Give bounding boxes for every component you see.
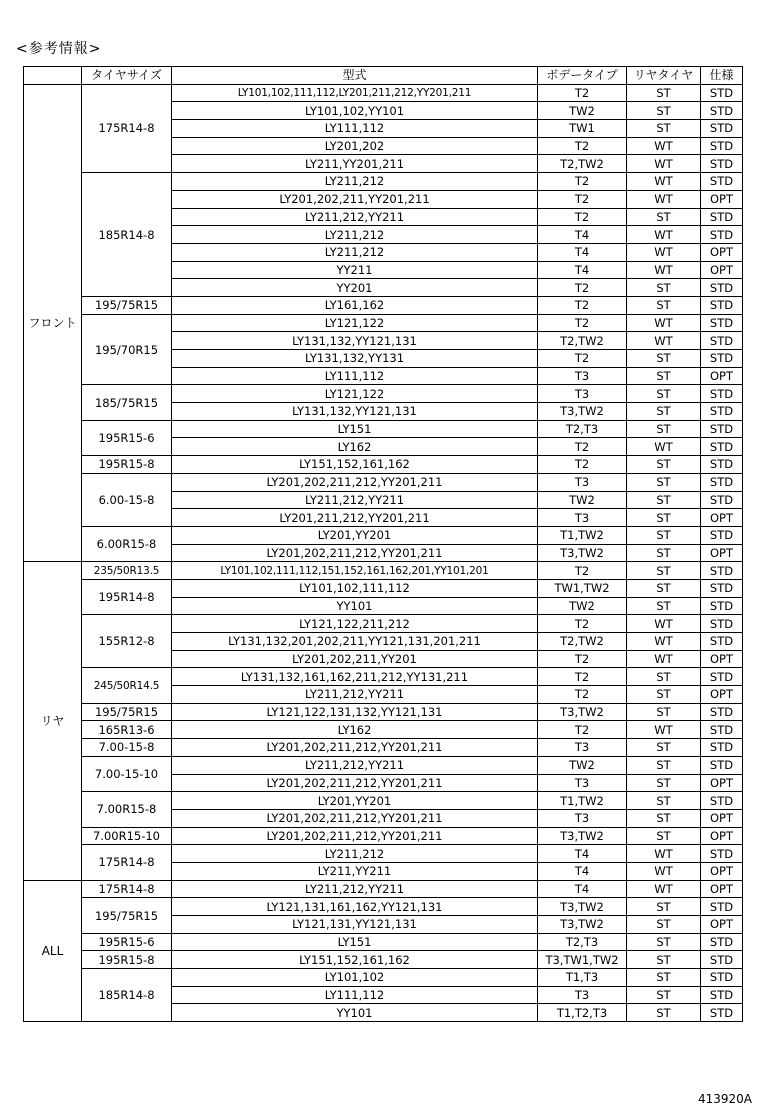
table-row: [24, 969, 743, 987]
rear-tire-cell: ST: [627, 473, 701, 491]
rear-tire-cell: ST: [627, 526, 701, 544]
spec-cell: STD: [701, 792, 743, 810]
model-cell: LY121,131,161,162,YY121,131: [172, 898, 538, 916]
model-cell: LY201,202,211,212,YY201,211: [172, 809, 538, 827]
rear-tire-cell: WT: [627, 332, 701, 350]
model-cell: LY211,212: [172, 226, 538, 244]
table-row: [24, 792, 743, 810]
body-type-cell: T2: [538, 350, 627, 368]
body-type-cell: T2,TW2: [538, 155, 627, 173]
model-cell: LY131,132,YY121,131: [172, 332, 538, 350]
spec-cell: STD: [701, 226, 743, 244]
model-cell: LY121,122: [172, 385, 538, 403]
body-type-cell: T2: [538, 650, 627, 668]
table-row: [24, 562, 743, 580]
page-title: <参考情報>: [16, 41, 102, 57]
body-type-cell: T2,TW2: [538, 332, 627, 350]
rear-tire-cell: ST: [627, 686, 701, 704]
spec-cell: STD: [701, 615, 743, 633]
spec-cell: STD: [701, 137, 743, 155]
model-cell: LY111,112: [172, 986, 538, 1004]
model-cell: LY211,YY211: [172, 862, 538, 880]
tire-size-cell: 185R14-8: [82, 969, 172, 1022]
spec-cell: STD: [701, 314, 743, 332]
spec-cell: OPT: [701, 686, 743, 704]
model-cell: LY211,212,YY211: [172, 208, 538, 226]
body-type-cell: T2: [538, 668, 627, 686]
body-type-cell: T3,TW2: [538, 827, 627, 845]
tire-size-cell: 195R15-6: [82, 933, 172, 951]
model-cell: LY211,212,YY211: [172, 756, 538, 774]
body-type-cell: T3: [538, 739, 627, 757]
spec-cell: OPT: [701, 862, 743, 880]
model-cell: LY101,102,111,112: [172, 579, 538, 597]
body-type-cell: T2: [538, 173, 627, 191]
rear-tire-cell: ST: [627, 367, 701, 385]
table-row: [24, 385, 743, 403]
tire-size-cell: 6.00-15-8: [82, 473, 172, 526]
rear-tire-cell: ST: [627, 986, 701, 1004]
table-row: [24, 898, 743, 916]
rear-tire-cell: ST: [627, 756, 701, 774]
model-cell: LY131,132,YY131: [172, 350, 538, 368]
spec-cell: STD: [701, 933, 743, 951]
body-type-cell: T1,TW2: [538, 792, 627, 810]
section-label: リヤ: [24, 562, 82, 880]
body-type-cell: T2: [538, 314, 627, 332]
model-cell: LY121,131,YY121,131: [172, 916, 538, 934]
body-type-cell: T2,T3: [538, 933, 627, 951]
body-type-cell: T2: [538, 456, 627, 474]
rear-tire-cell: ST: [627, 120, 701, 138]
rear-tire-cell: ST: [627, 933, 701, 951]
model-cell: LY201,202,211,212,YY201,211: [172, 827, 538, 845]
rear-tire-cell: ST: [627, 350, 701, 368]
model-cell: LY201,202,211,YY201,211: [172, 190, 538, 208]
table-row: [24, 473, 743, 491]
tire-size-cell: 175R14-8: [82, 84, 172, 172]
model-cell: LY151: [172, 420, 538, 438]
body-type-cell: T3,TW2: [538, 544, 627, 562]
body-type-cell: T4: [538, 226, 627, 244]
spec-cell: OPT: [701, 809, 743, 827]
rear-tire-cell: WT: [627, 438, 701, 456]
spec-cell: STD: [701, 579, 743, 597]
body-type-cell: T2: [538, 562, 627, 580]
header-row: [24, 67, 743, 85]
rear-tire-cell: WT: [627, 155, 701, 173]
rear-tire-cell: ST: [627, 774, 701, 792]
tire-size-cell: 7.00-15-10: [82, 756, 172, 791]
tire-size-cell: 195/75R15: [82, 296, 172, 314]
spec-cell: OPT: [701, 774, 743, 792]
body-type-cell: T3,TW2: [538, 916, 627, 934]
model-cell: LY211,212,YY211: [172, 880, 538, 898]
body-type-cell: TW1: [538, 120, 627, 138]
body-type-cell: TW2: [538, 491, 627, 509]
spec-cell: OPT: [701, 509, 743, 527]
spec-cell: STD: [701, 969, 743, 987]
model-cell: LY201,202,211,212,YY201,211: [172, 739, 538, 757]
body-type-cell: T2: [538, 208, 627, 226]
tire-size-cell: 7.00R15-8: [82, 792, 172, 827]
rear-tire-cell: ST: [627, 579, 701, 597]
body-type-cell: TW1,TW2: [538, 579, 627, 597]
header-spec: 仕様: [701, 67, 743, 85]
model-cell: LY201,202,211,212,YY201,211: [172, 473, 538, 491]
model-cell: LY162: [172, 438, 538, 456]
spec-cell: STD: [701, 562, 743, 580]
model-cell: LY151: [172, 933, 538, 951]
model-cell: LY151,152,161,162: [172, 456, 538, 474]
model-cell: LY201,YY201: [172, 792, 538, 810]
spec-cell: STD: [701, 845, 743, 863]
rear-tire-cell: ST: [627, 403, 701, 421]
spec-cell: STD: [701, 385, 743, 403]
body-type-cell: T2: [538, 84, 627, 102]
header-rear-tire: リヤタイヤ: [627, 67, 701, 85]
rear-tire-cell: ST: [627, 385, 701, 403]
body-type-cell: T3: [538, 809, 627, 827]
tire-size-cell: 7.00R15-10: [82, 827, 172, 845]
model-cell: LY101,102,111,112,151,152,161,162,201,YY101,201: [172, 562, 538, 580]
model-cell: LY201,202,211,YY201: [172, 650, 538, 668]
body-type-cell: T3,TW2: [538, 898, 627, 916]
rear-tire-cell: WT: [627, 721, 701, 739]
spec-cell: STD: [701, 120, 743, 138]
table-row: [24, 579, 743, 597]
body-type-cell: T2,TW2: [538, 633, 627, 651]
body-type-cell: TW2: [538, 597, 627, 615]
tire-size-cell: 195R14-8: [82, 579, 172, 614]
tire-size-cell: 185R14-8: [82, 173, 172, 297]
spec-cell: OPT: [701, 650, 743, 668]
rear-tire-cell: ST: [627, 102, 701, 120]
model-cell: LY211,212: [172, 173, 538, 191]
table-row: [24, 420, 743, 438]
tire-size-cell: 6.00R15-8: [82, 526, 172, 561]
table-row: [24, 173, 743, 191]
model-cell: LY211,212,YY211: [172, 491, 538, 509]
header-model: 型式: [172, 67, 538, 85]
spec-cell: OPT: [701, 190, 743, 208]
tire-size-cell: 245/50R14.5: [82, 668, 172, 703]
rear-tire-cell: WT: [627, 226, 701, 244]
table-row: [24, 951, 743, 969]
tire-size-cell: 175R14-8: [82, 880, 172, 898]
body-type-cell: T3,TW2: [538, 703, 627, 721]
model-cell: LY131,132,201,202,211,YY121,131,201,211: [172, 633, 538, 651]
body-type-cell: T2: [538, 279, 627, 297]
spec-cell: OPT: [701, 243, 743, 261]
table-row: [24, 739, 743, 757]
header-tire-size: タイヤサイズ: [82, 67, 172, 85]
rear-tire-cell: ST: [627, 809, 701, 827]
table-row: [24, 668, 743, 686]
spec-cell: STD: [701, 898, 743, 916]
spec-cell: STD: [701, 456, 743, 474]
spec-cell: STD: [701, 403, 743, 421]
figure-code: 413920A: [697, 1092, 752, 1106]
rear-tire-cell: WT: [627, 261, 701, 279]
section-label: ALL: [24, 880, 82, 1022]
rear-tire-cell: WT: [627, 633, 701, 651]
section-label: フロント: [24, 84, 82, 562]
body-type-cell: T1,TW2: [538, 526, 627, 544]
model-cell: LY101,102,111,112,LY201,211,212,YY201,211: [172, 84, 538, 102]
spec-cell: STD: [701, 1004, 743, 1022]
body-type-cell: T2,T3: [538, 420, 627, 438]
rear-tire-cell: WT: [627, 190, 701, 208]
rear-tire-cell: ST: [627, 916, 701, 934]
body-type-cell: T3,TW2: [538, 403, 627, 421]
body-type-cell: T3: [538, 986, 627, 1004]
rear-tire-cell: ST: [627, 739, 701, 757]
table-row: [24, 880, 743, 898]
spec-cell: STD: [701, 986, 743, 1004]
rear-tire-cell: ST: [627, 208, 701, 226]
table-row: [24, 526, 743, 544]
spec-cell: STD: [701, 438, 743, 456]
body-type-cell: T2: [538, 190, 627, 208]
rear-tire-cell: ST: [627, 491, 701, 509]
body-type-cell: T2: [538, 296, 627, 314]
spec-cell: STD: [701, 703, 743, 721]
spec-cell: STD: [701, 756, 743, 774]
spec-cell: STD: [701, 102, 743, 120]
spec-cell: OPT: [701, 544, 743, 562]
spec-cell: STD: [701, 721, 743, 739]
spec-cell: OPT: [701, 367, 743, 385]
model-cell: LY131,132,YY121,131: [172, 403, 538, 421]
model-cell: LY121,122,131,132,YY121,131: [172, 703, 538, 721]
body-type-cell: T3: [538, 774, 627, 792]
body-type-cell: T2: [538, 137, 627, 155]
header-section: [24, 67, 82, 85]
rear-tire-cell: WT: [627, 650, 701, 668]
rear-tire-cell: ST: [627, 951, 701, 969]
spec-cell: STD: [701, 173, 743, 191]
rear-tire-cell: ST: [627, 1004, 701, 1022]
table-row: [24, 703, 743, 721]
body-type-cell: T2: [538, 721, 627, 739]
tire-size-cell: 165R13-6: [82, 721, 172, 739]
rear-tire-cell: ST: [627, 509, 701, 527]
rear-tire-cell: ST: [627, 668, 701, 686]
rear-tire-cell: WT: [627, 243, 701, 261]
rear-tire-cell: WT: [627, 880, 701, 898]
body-type-cell: T2: [538, 686, 627, 704]
model-cell: LY211,212: [172, 243, 538, 261]
spec-cell: STD: [701, 739, 743, 757]
rear-tire-cell: WT: [627, 845, 701, 863]
body-type-cell: T4: [538, 880, 627, 898]
model-cell: YY201: [172, 279, 538, 297]
tire-size-cell: 185/75R15: [82, 385, 172, 420]
rear-tire-cell: ST: [627, 84, 701, 102]
model-cell: LY211,212,YY211: [172, 686, 538, 704]
body-type-cell: T3: [538, 385, 627, 403]
rear-tire-cell: ST: [627, 597, 701, 615]
body-type-cell: T1,T2,T3: [538, 1004, 627, 1022]
model-cell: LY121,122: [172, 314, 538, 332]
tire-size-cell: 195/75R15: [82, 703, 172, 721]
model-cell: LY201,202,211,212,YY201,211: [172, 544, 538, 562]
table-row: [24, 933, 743, 951]
model-cell: LY201,202: [172, 137, 538, 155]
spec-cell: STD: [701, 491, 743, 509]
rear-tire-cell: ST: [627, 969, 701, 987]
rear-tire-cell: ST: [627, 456, 701, 474]
model-cell: LY211,212: [172, 845, 538, 863]
body-type-cell: T4: [538, 261, 627, 279]
tire-spec-table: [23, 66, 743, 1022]
spec-cell: OPT: [701, 261, 743, 279]
spec-cell: OPT: [701, 880, 743, 898]
rear-tire-cell: ST: [627, 703, 701, 721]
tire-size-cell: 195/75R15: [82, 898, 172, 933]
model-cell: LY101,102: [172, 969, 538, 987]
model-cell: LY101,102,YY101: [172, 102, 538, 120]
table-body: [24, 84, 743, 1021]
rear-tire-cell: ST: [627, 420, 701, 438]
table-row: [24, 456, 743, 474]
spec-cell: STD: [701, 155, 743, 173]
body-type-cell: T3: [538, 473, 627, 491]
model-cell: YY211: [172, 261, 538, 279]
spec-cell: STD: [701, 951, 743, 969]
table-row: [24, 296, 743, 314]
body-type-cell: T4: [538, 243, 627, 261]
header-body-type: ボデータイプ: [538, 67, 627, 85]
model-cell: LY201,YY201: [172, 526, 538, 544]
rear-tire-cell: ST: [627, 562, 701, 580]
tire-size-cell: 175R14-8: [82, 845, 172, 880]
table-row: [24, 314, 743, 332]
spec-cell: STD: [701, 208, 743, 226]
spec-cell: OPT: [701, 916, 743, 934]
body-type-cell: T3,TW1,TW2: [538, 951, 627, 969]
rear-tire-cell: ST: [627, 279, 701, 297]
spec-cell: STD: [701, 633, 743, 651]
body-type-cell: T4: [538, 862, 627, 880]
spec-cell: STD: [701, 668, 743, 686]
tire-size-cell: 155R12-8: [82, 615, 172, 668]
spec-cell: STD: [701, 473, 743, 491]
spec-cell: OPT: [701, 827, 743, 845]
tire-size-cell: 195R15-6: [82, 420, 172, 455]
tire-size-cell: 195/70R15: [82, 314, 172, 385]
table-row: [24, 84, 743, 102]
rear-tire-cell: ST: [627, 827, 701, 845]
model-cell: LY151,152,161,162: [172, 951, 538, 969]
model-cell: LY131,132,161,162,211,212,YY131,211: [172, 668, 538, 686]
rear-tire-cell: ST: [627, 898, 701, 916]
rear-tire-cell: ST: [627, 296, 701, 314]
tire-size-cell: 7.00-15-8: [82, 739, 172, 757]
rear-tire-cell: ST: [627, 544, 701, 562]
model-cell: LY121,122,211,212: [172, 615, 538, 633]
model-cell: LY201,202,211,212,YY201,211: [172, 774, 538, 792]
rear-tire-cell: WT: [627, 862, 701, 880]
model-cell: YY101: [172, 1004, 538, 1022]
spec-cell: STD: [701, 296, 743, 314]
tire-size-cell: 195R15-8: [82, 456, 172, 474]
tire-size-cell: 235/50R13.5: [82, 562, 172, 580]
spec-cell: STD: [701, 526, 743, 544]
model-cell: LY111,112: [172, 120, 538, 138]
model-cell: LY162: [172, 721, 538, 739]
body-type-cell: TW2: [538, 102, 627, 120]
rear-tire-cell: WT: [627, 137, 701, 155]
spec-cell: STD: [701, 597, 743, 615]
model-cell: LY201,211,212,YY201,211: [172, 509, 538, 527]
spec-cell: STD: [701, 84, 743, 102]
spec-cell: STD: [701, 350, 743, 368]
body-type-cell: T2: [538, 615, 627, 633]
model-cell: YY101: [172, 597, 538, 615]
rear-tire-cell: WT: [627, 615, 701, 633]
body-type-cell: T4: [538, 845, 627, 863]
body-type-cell: TW2: [538, 756, 627, 774]
table-row: [24, 721, 743, 739]
table-row: [24, 756, 743, 774]
body-type-cell: T1,T3: [538, 969, 627, 987]
table-row: [24, 845, 743, 863]
rear-tire-cell: ST: [627, 792, 701, 810]
spec-cell: STD: [701, 332, 743, 350]
table-row: [24, 615, 743, 633]
body-type-cell: T2: [538, 438, 627, 456]
body-type-cell: T3: [538, 367, 627, 385]
tire-size-cell: 195R15-8: [82, 951, 172, 969]
model-cell: LY211,YY201,211: [172, 155, 538, 173]
spec-cell: STD: [701, 279, 743, 297]
rear-tire-cell: WT: [627, 173, 701, 191]
spec-cell: STD: [701, 420, 743, 438]
model-cell: LY161,162: [172, 296, 538, 314]
table-row: [24, 827, 743, 845]
body-type-cell: T3: [538, 509, 627, 527]
model-cell: LY111,112: [172, 367, 538, 385]
rear-tire-cell: WT: [627, 314, 701, 332]
